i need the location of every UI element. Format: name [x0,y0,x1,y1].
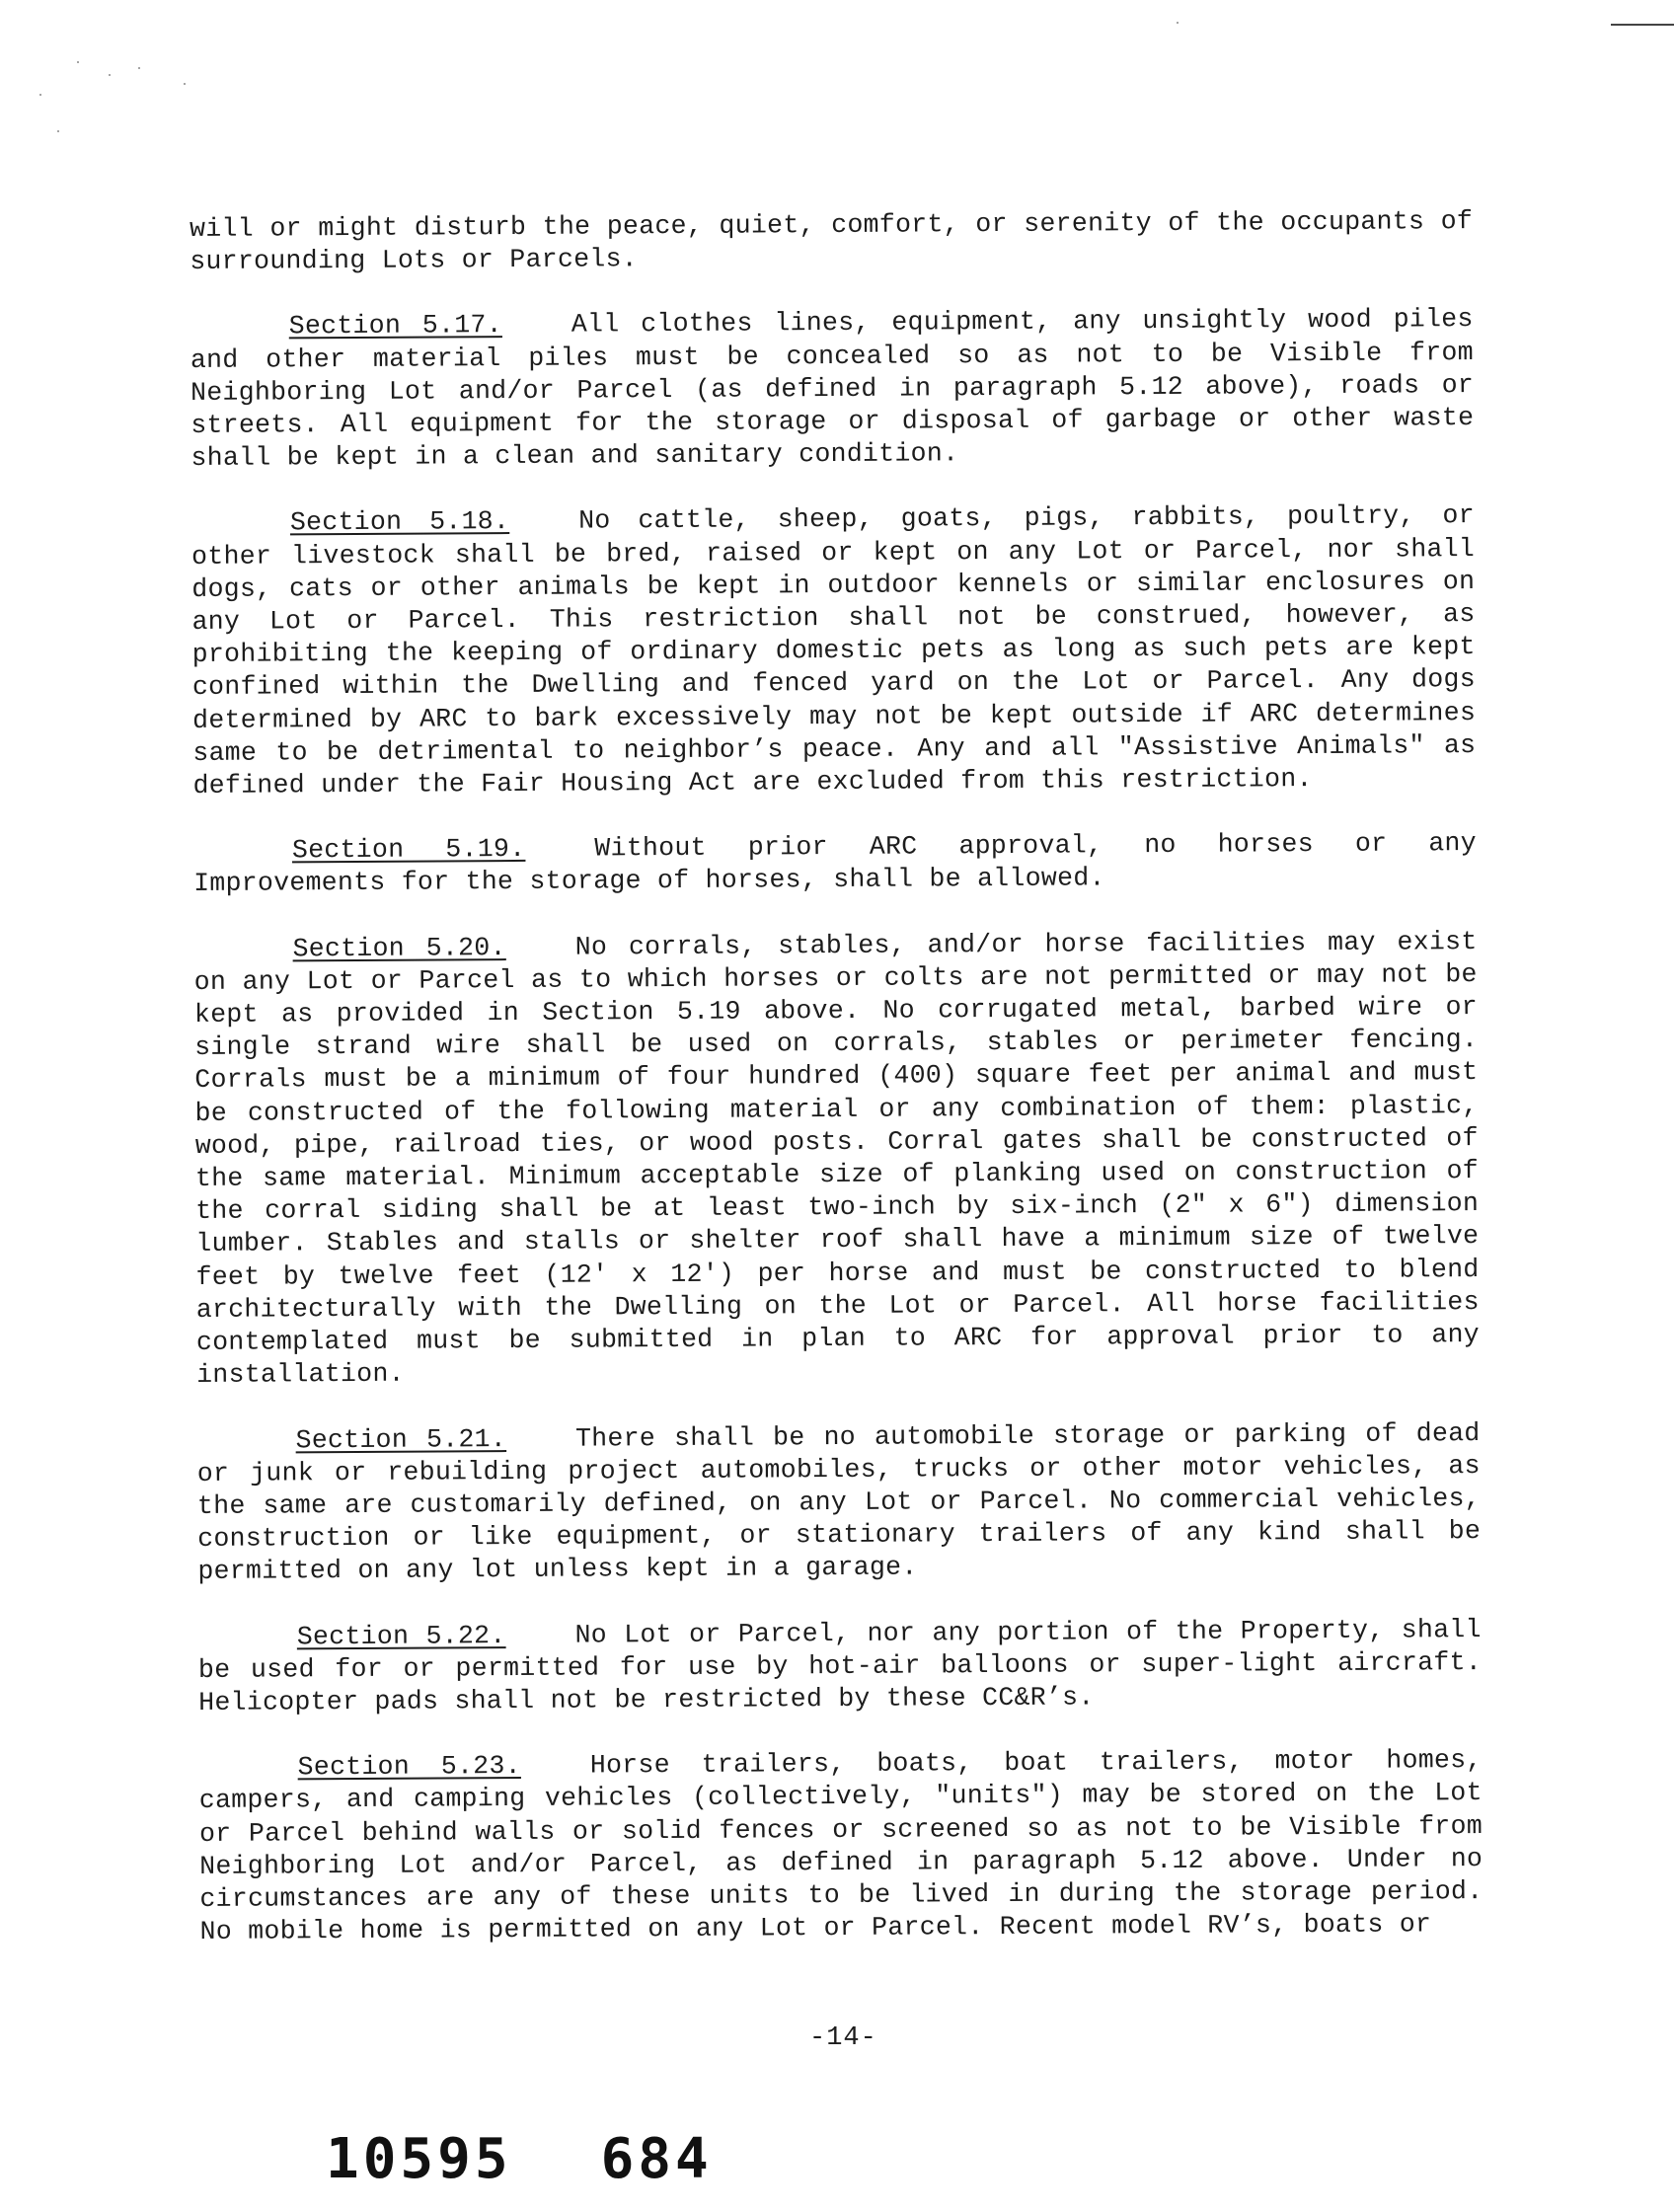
recording-stamp [326,2127,713,2191]
paragraph-text: There shall be no automobile storage or parking of dead or junk or rebuilding project automobiles, trucks or other motor vehicles, as the same are customarily defined, on any Lot or Parcel. No commercial vehicles, construction or like equipment, or stationary trailers of any kind shall be permitted on any lot unless kept in a garage. [196,1417,1482,1587]
section-5-22 [198,1614,1483,1720]
section-label: Section 5.22. [296,1620,506,1651]
section-5-21 [196,1417,1481,1589]
paragraph-text: No Lot or Parcel, nor any portion of the Property, shall be used for or permitted for use by hot-air balloons or super-light aircraft. Helicopter pads shall not be restricted by these CC&R’s. [197,1614,1483,1717]
section-label: Section 5.20. [292,932,506,964]
section-label: Section 5.17. [288,310,502,342]
section-label: Section 5.18. [289,506,510,538]
section-5-23 [199,1744,1484,1948]
paragraph-text: Horse trailers, boats, boat trailers, motor homes, campers, and camping vehicles (collectively, "units") may be stored on the Lot or Parcel behind walls or solid fences or screened so as not to be Visible from Neighboring Lot and/or Parcel, as defined in paragraph 5.12 above. Under no circumstances are any of these units to be lived in during the storage period. No mobile home is permitted on any Lot or Parcel. Recent model RV’s, boats or [198,1745,1484,1947]
section-5-19 [193,827,1477,900]
section-label: Section 5.19. [291,834,526,866]
paragraph-text: will or might disturb the peace, quiet, comfort, or serenity of the occupants of surrounding Lots or Parcels. [190,206,1474,277]
page-reference: 684 [600,2127,713,2191]
paragraph-text: Without prior ARC approval, no horses or any Improvements for the storage of horses, shall be allowed. [193,828,1478,899]
paragraph-text: All clothes lines, equipment, any unsightly wood piles and other material piles must be concealed so as not to be Visible from Neighboring Lot and/or Parcel (as defined in paragraph 5.12 above), roads or streets. All equipment for the storage or disposal of garbage or other waste shall be kept in a clean and sanitary condition. [190,304,1475,474]
paragraph-continuation [190,205,1473,278]
scan-edge-mark [1611,24,1674,26]
book-number: 10595 [326,2127,512,2191]
section-5-20 [193,926,1480,1393]
section-label: Section 5.23. [297,1751,521,1783]
body-text [190,205,1484,1948]
paragraph-text: No corrals, stables, and/or horse facilities may exist on any Lot or Parcel as to which horses or colts are not permitted or may not be kept as provided in Section 5.19 above. No corrugated metal, barbed wire or single strand wire shall be used on corrals, stables or perimeter fencing. Corrals must be a minimum of four hundred (400) square feet per animal and must be constructed of the following material or any combination of them: plastic, wood, pipe, railroad ties, or wood posts. Corral gates shall be constructed of the same material. Minimum acceptable size of planking used on construction of the corral siding shall be at least two-inch by six-inch (2" x 6") dimension lumber. Stables and stalls or shelter roof shall have a minimum size of twelve feet by twelve feet (12' x 12') per horse and must be constructed to blend architecturally with the Dwelling on the Lot or Parcel. All horse facilities contemplated must be submitted in plan to ARC for approval prior to any installation. [193,926,1481,1391]
page-number: -14- [809,2023,877,2053]
section-5-17 [190,303,1475,475]
section-5-18 [191,499,1477,802]
section-label: Section 5.21. [295,1423,507,1455]
paragraph-text: No cattle, sheep, goats, pigs, rabbits, poultry, or other livestock shall be bred, raised or kept on any Lot or Parcel, nor shall dogs, cats or other animals be kept in outdoor kennels or similar enclosures on any Lot or Parcel. This restriction shall not be construed, however, as prohibiting the keeping of ordinary domestic pets as long as such pets are kept confined within the Dwelling and fenced yard on the Lot or Parcel. Any dogs determined by ARC to bark excessively may not be kept outside if ARC determines same to be detrimental to neighbor’s peace. Any and all "Assistive Animals" as defined under the Fair Housing Act are excluded from this restriction. [191,500,1477,801]
